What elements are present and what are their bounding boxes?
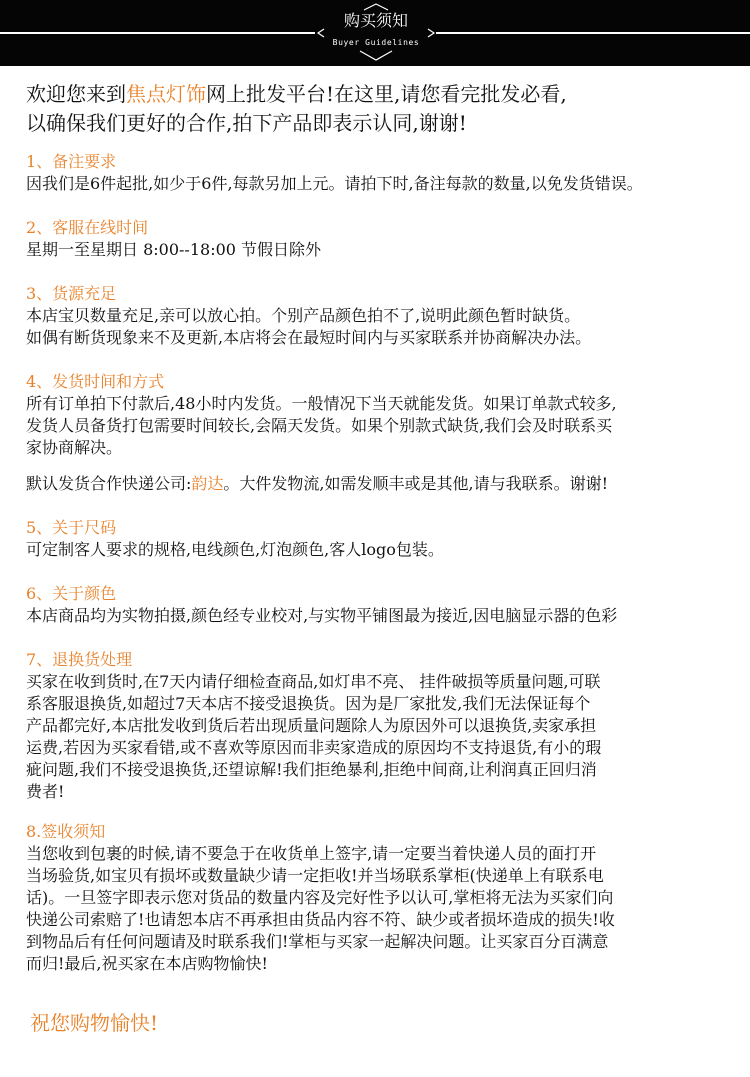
courier-text: 。大件发物流,如需发顺丰或是其他,请与我联系。谢谢!	[223, 474, 609, 493]
section-body	[26, 605, 750, 627]
section-line: 而归!最后,祝买家在本店购物愉快!	[26, 954, 268, 973]
section-line: 买家在收到货时,在7天内请仔细检查商品,如灯串不亮、 挂件破损等质量问题,可联	[26, 672, 601, 691]
section-title: 6、关于颜色	[26, 584, 117, 603]
section-line: 如偶有断货现象来不及更新,本店将会在最短时间内与买家联系并协商解决办法。	[26, 328, 592, 347]
section-line: 系客服退换货,如超过7天本店不接受退换货。因为是厂家批发,我们无法保证每个	[26, 694, 591, 713]
section-title: 4、发货时间和方式	[26, 372, 165, 391]
section-line: 产品都完好,本店批发收到货后若出现质量问题除人为原因外可以退换货,卖家承担	[26, 716, 597, 735]
section-body	[26, 539, 750, 561]
section-line: 所有订单拍下付款后,48小时内发货。一般情况下当天就能发货。如果订单款式较多,	[26, 394, 617, 413]
intro-line-2: 以确保我们更好的合作,拍下产品即表示认同,谢谢!	[26, 111, 467, 135]
section-line: 发货人员备货打包需要时间较长,会隔天发货。如果个别款式缺货,我们会及时联系买	[26, 416, 613, 435]
courier-line	[26, 473, 750, 495]
section-line: 当您收到包裹的时候,请不要急于在收货单上签字,请一定要当着快递人员的面打开	[26, 844, 597, 863]
section-line: 当场验货,如宝贝有损坏或数量缺少请一定拒收!并当场联系掌柜(快递单上有联系电	[26, 866, 604, 885]
section-sizes	[26, 517, 750, 561]
section-service-hours	[26, 217, 750, 261]
section-shipping	[26, 371, 750, 495]
header-title-badge	[316, 2, 436, 62]
section-body	[26, 843, 750, 975]
section-title: 1、备注要求	[26, 152, 117, 171]
section-line: 因我们是6件起批,如少于6件,每款另加上元。请拍下时,备注每款的数量,以免发货错误。	[26, 174, 643, 193]
section-line: 快递公司索赔了!也请恕本店不再承担由货品内容不符、缺少或者损坏造成的损失!收	[26, 910, 615, 929]
brand-name: 焦点灯饰	[126, 82, 206, 106]
section-line: 本店宝贝数量充足,亲可以放心拍。个别产品颜色拍不了,说明此颜色暂时缺货。	[26, 306, 581, 325]
section-line: 话)。一旦签字即表示您对货品的数量内容及完好性予以认可,掌柜将无法为买家们向	[26, 888, 614, 907]
section-body	[26, 173, 750, 195]
section-line: 可定制客人要求的规格,电线颜色,灯泡颜色,客人logo包装。	[26, 540, 444, 559]
intro-text: 欢迎您来到	[26, 82, 126, 106]
section-body	[26, 239, 750, 261]
section-returns	[26, 649, 750, 803]
section-title: 5、关于尺码	[26, 518, 117, 537]
section-signing	[26, 821, 750, 975]
intro-text: 网上批发平台!在这里,请您看完批发必看,	[206, 82, 567, 106]
section-title: 8.签收须知	[26, 822, 106, 841]
section-line: 家协商解决。	[26, 438, 123, 457]
header-divider-right	[436, 32, 750, 34]
section-body	[26, 671, 750, 803]
section-colors	[26, 583, 750, 627]
header-divider-left	[0, 32, 315, 34]
section-line: 运费,若因为买家看错,或不喜欢等原因而非卖家造成的原因均不支持退货,有小的瑕	[26, 738, 602, 757]
closing-message: 祝您购物愉快!	[30, 1011, 159, 1035]
header-title-english: Buyer Guidelines	[332, 38, 420, 47]
page-header-banner	[0, 0, 750, 66]
courier-text: 默认发货合作快递公司:	[26, 474, 192, 493]
section-title: 2、客服在线时间	[26, 218, 149, 237]
section-title: 7、退换货处理	[26, 650, 133, 669]
guidelines-content	[26, 80, 750, 989]
section-body	[26, 393, 750, 495]
section-body	[26, 305, 750, 349]
header-title-chinese: 购买须知	[343, 11, 408, 30]
courier-name: 韵达	[191, 474, 224, 493]
intro-paragraph	[26, 80, 750, 138]
section-stock	[26, 283, 750, 349]
intro-line-1	[26, 80, 750, 109]
section-line: 疵问题,我们不接受退换货,还望谅解!我们拒绝暴利,拒绝中间商,让利润真正回归消	[26, 760, 597, 779]
section-title: 3、货源充足	[26, 284, 117, 303]
section-line: 到物品后有任何问题请及时联系我们!掌柜与买家一起解决问题。让买家百分百满意	[26, 932, 609, 951]
section-remarks	[26, 151, 750, 195]
section-line: 费者!	[26, 782, 65, 801]
section-line: 本店商品均为实物拍摄,颜色经专业校对,与实物平铺图最为接近,因电脑显示器的色彩	[26, 606, 618, 625]
section-line: 星期一至星期日 8:00--18:00 节假日除外	[26, 240, 322, 259]
